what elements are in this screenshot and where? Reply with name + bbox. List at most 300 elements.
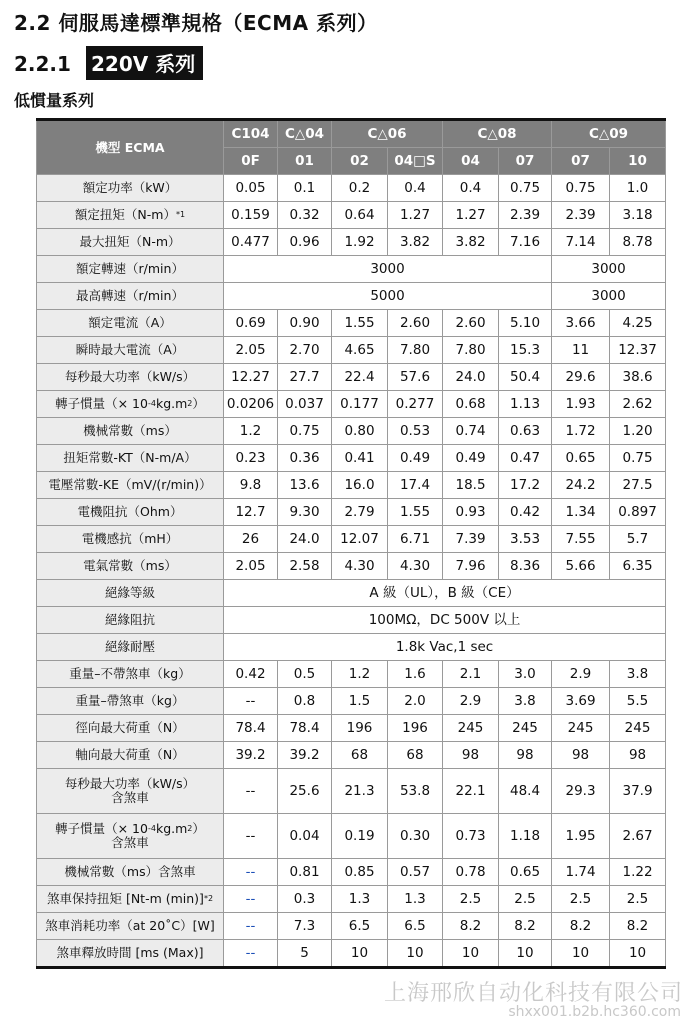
row-label-text: 電壓常數-KE（mV/(r/min)） bbox=[48, 477, 212, 492]
table-cell: 17.4 bbox=[388, 472, 443, 499]
table-cell: 10 bbox=[610, 940, 666, 968]
row-label-text: 電氣常數（ms） bbox=[83, 558, 177, 573]
row-label bbox=[37, 742, 224, 769]
table-cell: 13.6 bbox=[278, 472, 332, 499]
subsection-tag: 220V 系列 bbox=[86, 46, 203, 80]
table-cell: 39.2 bbox=[278, 742, 332, 769]
table-cell: 98 bbox=[499, 742, 552, 769]
table-cell: 0.49 bbox=[443, 445, 499, 472]
row-label bbox=[37, 814, 224, 859]
table-cell: 7.39 bbox=[443, 526, 499, 553]
code-header: 07 bbox=[552, 148, 610, 175]
table-cell: 196 bbox=[332, 715, 388, 742]
row-label bbox=[37, 769, 224, 814]
table-cell: 7.14 bbox=[552, 229, 610, 256]
table-cell: 0.0206 bbox=[224, 391, 278, 418]
table-cell: 24.0 bbox=[443, 364, 499, 391]
table-row bbox=[37, 472, 666, 499]
row-label-text: kg.m bbox=[155, 821, 188, 836]
table-cell: 98 bbox=[443, 742, 499, 769]
table-cell: 3000 bbox=[224, 256, 552, 283]
row-label bbox=[37, 310, 224, 337]
table-cell: 2.67 bbox=[610, 814, 666, 859]
code-header: 10 bbox=[610, 148, 666, 175]
table-cell: 4.25 bbox=[610, 310, 666, 337]
table-cell: 10 bbox=[552, 940, 610, 968]
table-cell: 0.36 bbox=[278, 445, 332, 472]
table-row bbox=[37, 814, 666, 859]
table-cell: 0.75 bbox=[499, 175, 552, 202]
table-row bbox=[37, 553, 666, 580]
table-cell: 57.6 bbox=[388, 364, 443, 391]
row-label-text: 煞車釋放時間 [ms (Max)] bbox=[56, 945, 204, 960]
table-cell: 0.49 bbox=[388, 445, 443, 472]
table-cell: 2.5 bbox=[610, 886, 666, 913]
table-row bbox=[37, 580, 666, 607]
code-header: 02 bbox=[332, 148, 388, 175]
table-cell: 7.16 bbox=[499, 229, 552, 256]
table-cell: 4.65 bbox=[332, 337, 388, 364]
table-cell: 10 bbox=[443, 940, 499, 968]
table-cell: 2.39 bbox=[499, 202, 552, 229]
row-label-subtext: 含煞車 bbox=[111, 835, 149, 850]
table-row bbox=[37, 445, 666, 472]
row-label-text: ） bbox=[192, 821, 205, 836]
table-cell: 3000 bbox=[552, 256, 666, 283]
row-label bbox=[37, 418, 224, 445]
row-label-text: 扭矩常數-KT（N-m/A） bbox=[63, 450, 197, 465]
table-cell: 0.73 bbox=[443, 814, 499, 859]
table-cell: 12.07 bbox=[332, 526, 388, 553]
table-cell: 4.30 bbox=[388, 553, 443, 580]
table-cell: 38.6 bbox=[610, 364, 666, 391]
group-header: C△09 bbox=[552, 120, 666, 148]
table-cell: 78.4 bbox=[224, 715, 278, 742]
table-cell: 11 bbox=[552, 337, 610, 364]
table-cell: 12.27 bbox=[224, 364, 278, 391]
table-row bbox=[37, 202, 666, 229]
table-cell: 0.4 bbox=[388, 175, 443, 202]
row-label bbox=[37, 499, 224, 526]
row-label-text: 每秒最大功率（kW/s） bbox=[64, 776, 196, 791]
table-cell: 245 bbox=[499, 715, 552, 742]
table-row bbox=[37, 418, 666, 445]
row-label-text: 絕緣耐壓 bbox=[104, 639, 155, 654]
table-cell: 0.177 bbox=[332, 391, 388, 418]
footnote-mark: *1 bbox=[175, 210, 186, 219]
table-cell: 0.93 bbox=[443, 499, 499, 526]
table-cell: 98 bbox=[552, 742, 610, 769]
subsection-number: 2.2.1 bbox=[14, 52, 71, 76]
row-label-text: 額定電流（A） bbox=[88, 315, 172, 330]
table-row bbox=[37, 859, 666, 886]
table-cell: 0.81 bbox=[278, 859, 332, 886]
table-cell: 10 bbox=[388, 940, 443, 968]
table-cell: 2.1 bbox=[443, 661, 499, 688]
row-label bbox=[37, 553, 224, 580]
table-cell: 5000 bbox=[224, 283, 552, 310]
row-label-text: 軸向最大荷重（N） bbox=[75, 747, 185, 762]
table-cell: 0.69 bbox=[224, 310, 278, 337]
row-label bbox=[37, 661, 224, 688]
table-cell: 0.80 bbox=[332, 418, 388, 445]
series-heading: 低慣量系列 bbox=[14, 91, 95, 110]
table-cell: 0.65 bbox=[552, 445, 610, 472]
table-cell: 245 bbox=[610, 715, 666, 742]
table-cell: 68 bbox=[332, 742, 388, 769]
table-cell: 0.63 bbox=[499, 418, 552, 445]
footnote-mark: *2 bbox=[203, 894, 214, 903]
table-cell: 1.0 bbox=[610, 175, 666, 202]
table-cell: 1.5 bbox=[332, 688, 388, 715]
table-cell: 2.5 bbox=[499, 886, 552, 913]
table-cell: 16.0 bbox=[332, 472, 388, 499]
table-cell: 1.92 bbox=[332, 229, 388, 256]
table-cell: 0.42 bbox=[499, 499, 552, 526]
row-label bbox=[37, 472, 224, 499]
table-row bbox=[37, 661, 666, 688]
table-cell: 10 bbox=[332, 940, 388, 968]
table-row bbox=[37, 256, 666, 283]
row-label-superscript: -4 bbox=[147, 824, 156, 833]
table-cell: 0.75 bbox=[278, 418, 332, 445]
table-cell: 2.70 bbox=[278, 337, 332, 364]
model-header: 機型 ECMA bbox=[37, 120, 224, 175]
table-cell: 1.2 bbox=[224, 418, 278, 445]
table-cell: 0.41 bbox=[332, 445, 388, 472]
row-label bbox=[37, 886, 224, 913]
table-cell: 1.27 bbox=[443, 202, 499, 229]
row-label-text: 每秒最大功率（kW/s） bbox=[64, 369, 196, 384]
watermark: 上海邢欣自动化科技有限公司 bbox=[383, 981, 683, 1006]
row-label bbox=[37, 283, 224, 310]
group-header: C104 bbox=[224, 120, 278, 148]
code-header: 04 bbox=[443, 148, 499, 175]
table-cell: 0.1 bbox=[278, 175, 332, 202]
table-cell: 8.2 bbox=[610, 913, 666, 940]
table-cell: -- bbox=[224, 769, 278, 814]
table-cell: 9.8 bbox=[224, 472, 278, 499]
table-cell: 1.74 bbox=[552, 859, 610, 886]
table-row bbox=[37, 769, 666, 814]
table-cell: 2.79 bbox=[332, 499, 388, 526]
row-label-subtext: 含煞車 bbox=[111, 790, 149, 805]
table-cell: 0.75 bbox=[610, 445, 666, 472]
row-label bbox=[37, 607, 224, 634]
table-cell: 8.2 bbox=[499, 913, 552, 940]
table-cell: 29.6 bbox=[552, 364, 610, 391]
row-label-text: 徑向最大荷重（N） bbox=[75, 720, 185, 735]
row-label bbox=[37, 337, 224, 364]
row-label bbox=[37, 526, 224, 553]
table-cell: 5.10 bbox=[499, 310, 552, 337]
subsection-heading bbox=[14, 46, 203, 80]
table-cell: 53.8 bbox=[388, 769, 443, 814]
spec-table bbox=[36, 118, 666, 969]
table-row bbox=[37, 688, 666, 715]
table-cell: 0.159 bbox=[224, 202, 278, 229]
row-label-text: 煞車保持扭矩 [Nt-m (min)] bbox=[46, 891, 204, 906]
row-label bbox=[37, 256, 224, 283]
table-cell: 3.18 bbox=[610, 202, 666, 229]
table-row bbox=[37, 337, 666, 364]
table-cell: 2.9 bbox=[443, 688, 499, 715]
table-cell: 7.96 bbox=[443, 553, 499, 580]
table-cell: 24.2 bbox=[552, 472, 610, 499]
row-label-text: 瞬時最大電流（A） bbox=[75, 342, 185, 357]
row-label-text: 機械常數（ms） bbox=[83, 423, 177, 438]
table-cell: 0.19 bbox=[332, 814, 388, 859]
row-label-text: 額定轉速（r/min） bbox=[76, 261, 184, 276]
group-header: C△08 bbox=[443, 120, 552, 148]
code-header: 01 bbox=[278, 148, 332, 175]
table-cell: 22.1 bbox=[443, 769, 499, 814]
table-row bbox=[37, 607, 666, 634]
table-cell: 2.0 bbox=[388, 688, 443, 715]
code-header: 0F bbox=[224, 148, 278, 175]
row-label-text: 電機阻抗（Ohm） bbox=[77, 504, 183, 519]
row-label-superscript: -4 bbox=[147, 399, 156, 408]
row-label-text: 絕緣阻抗 bbox=[104, 612, 155, 627]
table-cell: 3.82 bbox=[388, 229, 443, 256]
table-cell: 1.18 bbox=[499, 814, 552, 859]
table-cell: 7.80 bbox=[443, 337, 499, 364]
row-label bbox=[37, 913, 224, 940]
table-cell: 0.32 bbox=[278, 202, 332, 229]
table-cell: 3.0 bbox=[499, 661, 552, 688]
row-label bbox=[37, 634, 224, 661]
row-label-text: 最高轉速（r/min） bbox=[76, 288, 184, 303]
table-cell: 24.0 bbox=[278, 526, 332, 553]
row-label bbox=[37, 859, 224, 886]
table-cell: 50.4 bbox=[499, 364, 552, 391]
table-cell: 0.23 bbox=[224, 445, 278, 472]
table-cell: 0.42 bbox=[224, 661, 278, 688]
table-row bbox=[37, 940, 666, 968]
table-cell: 1.72 bbox=[552, 418, 610, 445]
row-label-text: 轉子慣量（× 10 bbox=[55, 821, 148, 836]
table-cell: 2.60 bbox=[443, 310, 499, 337]
table-cell: 0.05 bbox=[224, 175, 278, 202]
watermark-url: shxx001.b2b.hc360.com bbox=[508, 1004, 681, 1020]
table-cell: 2.05 bbox=[224, 337, 278, 364]
table-cell: 1.13 bbox=[499, 391, 552, 418]
table-cell: 21.3 bbox=[332, 769, 388, 814]
code-header: 04□S bbox=[388, 148, 443, 175]
table-cell: 0.4 bbox=[443, 175, 499, 202]
row-label-text: 煞車消耗功率（at 20˚C）[W] bbox=[45, 918, 215, 933]
table-cell: 0.75 bbox=[552, 175, 610, 202]
table-cell: 7.55 bbox=[552, 526, 610, 553]
table-row bbox=[37, 634, 666, 661]
table-cell: 1.95 bbox=[552, 814, 610, 859]
table-cell: 0.96 bbox=[278, 229, 332, 256]
table-cell: 1.3 bbox=[332, 886, 388, 913]
row-label bbox=[37, 688, 224, 715]
table-cell: 2.9 bbox=[552, 661, 610, 688]
table-cell: 2.05 bbox=[224, 553, 278, 580]
table-cell: -- bbox=[224, 940, 278, 968]
row-label bbox=[37, 940, 224, 968]
table-cell: 98 bbox=[610, 742, 666, 769]
table-cell: 1.3 bbox=[388, 886, 443, 913]
table-cell: 5 bbox=[278, 940, 332, 968]
table-cell: 68 bbox=[388, 742, 443, 769]
table-cell: 3000 bbox=[552, 283, 666, 310]
row-label bbox=[37, 580, 224, 607]
table-cell: 9.30 bbox=[278, 499, 332, 526]
table-cell: 17.2 bbox=[499, 472, 552, 499]
table-cell: 245 bbox=[552, 715, 610, 742]
row-label-text: 額定功率（kW） bbox=[82, 180, 178, 195]
table-cell: 0.90 bbox=[278, 310, 332, 337]
table-cell: 10 bbox=[499, 940, 552, 968]
table-cell: 1.27 bbox=[388, 202, 443, 229]
row-label-text: 最大扭矩（N-m） bbox=[79, 234, 181, 249]
table-cell: -- bbox=[224, 814, 278, 859]
table-cell: 1.34 bbox=[552, 499, 610, 526]
table-cell: 3.53 bbox=[499, 526, 552, 553]
page-heading: 2.2 伺服馬達標準規格（ECMA 系列） bbox=[14, 11, 378, 35]
table-row bbox=[37, 742, 666, 769]
table-cell: A 級（UL），B 級（CE） bbox=[224, 580, 666, 607]
table-cell: 0.04 bbox=[278, 814, 332, 859]
row-label-text: 機械常數（ms）含煞車 bbox=[64, 864, 196, 879]
table-cell: 1.2 bbox=[332, 661, 388, 688]
table-cell: 0.65 bbox=[499, 859, 552, 886]
table-cell: 0.47 bbox=[499, 445, 552, 472]
table-cell: 25.6 bbox=[278, 769, 332, 814]
table-cell: 8.2 bbox=[443, 913, 499, 940]
table-cell: 26 bbox=[224, 526, 278, 553]
table-cell: 0.85 bbox=[332, 859, 388, 886]
table-cell: 4.30 bbox=[332, 553, 388, 580]
table-row bbox=[37, 499, 666, 526]
table-cell: 0.57 bbox=[388, 859, 443, 886]
table-cell: 0.477 bbox=[224, 229, 278, 256]
table-cell: 0.74 bbox=[443, 418, 499, 445]
table-cell: 0.78 bbox=[443, 859, 499, 886]
table-cell: 2.60 bbox=[388, 310, 443, 337]
table-cell: 78.4 bbox=[278, 715, 332, 742]
table-cell: 6.5 bbox=[332, 913, 388, 940]
table-cell: 12.37 bbox=[610, 337, 666, 364]
table-row bbox=[37, 715, 666, 742]
table-cell: 5.5 bbox=[610, 688, 666, 715]
table-cell: -- bbox=[224, 913, 278, 940]
table-cell: 39.2 bbox=[224, 742, 278, 769]
table-cell: 3.69 bbox=[552, 688, 610, 715]
table-cell: 27.7 bbox=[278, 364, 332, 391]
table-cell: 48.4 bbox=[499, 769, 552, 814]
table-cell: 1.55 bbox=[332, 310, 388, 337]
row-label bbox=[37, 364, 224, 391]
table-cell: 0.2 bbox=[332, 175, 388, 202]
table-cell: 3.82 bbox=[443, 229, 499, 256]
row-label bbox=[37, 391, 224, 418]
table-cell: 1.55 bbox=[388, 499, 443, 526]
table-cell: 29.3 bbox=[552, 769, 610, 814]
row-label-text: 絕緣等級 bbox=[104, 585, 155, 600]
table-cell: 27.5 bbox=[610, 472, 666, 499]
row-label-text: kg.m bbox=[155, 396, 188, 411]
table-cell: 0.30 bbox=[388, 814, 443, 859]
row-label bbox=[37, 229, 224, 256]
row-label bbox=[37, 175, 224, 202]
table-row bbox=[37, 391, 666, 418]
table-cell: 15.3 bbox=[499, 337, 552, 364]
table-cell: 0.64 bbox=[332, 202, 388, 229]
table-cell: 7.3 bbox=[278, 913, 332, 940]
table-cell: 2.5 bbox=[552, 886, 610, 913]
table-cell: 7.80 bbox=[388, 337, 443, 364]
table-cell: 2.5 bbox=[443, 886, 499, 913]
table-cell: 8.2 bbox=[552, 913, 610, 940]
table-cell: 0.5 bbox=[278, 661, 332, 688]
table-cell: 2.39 bbox=[552, 202, 610, 229]
table-row bbox=[37, 229, 666, 256]
table-cell: 245 bbox=[443, 715, 499, 742]
table-cell: 8.78 bbox=[610, 229, 666, 256]
row-label bbox=[37, 202, 224, 229]
table-cell: 2.58 bbox=[278, 553, 332, 580]
table-cell: 6.71 bbox=[388, 526, 443, 553]
table-row bbox=[37, 310, 666, 337]
table-cell: 0.277 bbox=[388, 391, 443, 418]
table-cell: 1.6 bbox=[388, 661, 443, 688]
table-cell: 196 bbox=[388, 715, 443, 742]
table-cell: 3.8 bbox=[499, 688, 552, 715]
group-header: C△06 bbox=[332, 120, 443, 148]
table-cell: 1.8k Vac,1 sec bbox=[224, 634, 666, 661]
code-header: 07 bbox=[499, 148, 552, 175]
table-cell: 37.9 bbox=[610, 769, 666, 814]
row-label-text: 電機感抗（mH） bbox=[81, 531, 179, 546]
group-header: C△04 bbox=[278, 120, 332, 148]
row-label bbox=[37, 445, 224, 472]
table-cell: 0.68 bbox=[443, 391, 499, 418]
table-cell: 3.8 bbox=[610, 661, 666, 688]
table-cell: 1.20 bbox=[610, 418, 666, 445]
table-cell: -- bbox=[224, 886, 278, 913]
table-cell: 22.4 bbox=[332, 364, 388, 391]
row-label-text: 重量–不帶煞車（kg） bbox=[69, 666, 191, 681]
table-cell: 8.36 bbox=[499, 553, 552, 580]
row-label-text: 重量–帶煞車（kg） bbox=[75, 693, 185, 708]
row-label-text: 額定扭矩（N-m） bbox=[74, 207, 176, 222]
row-label-text: 轉子慣量（× 10 bbox=[55, 396, 148, 411]
row-label bbox=[37, 715, 224, 742]
table-cell: 0.53 bbox=[388, 418, 443, 445]
table-cell: 0.3 bbox=[278, 886, 332, 913]
table-row bbox=[37, 283, 666, 310]
table-cell: 3.66 bbox=[552, 310, 610, 337]
row-label-superscript: 2 bbox=[187, 824, 193, 833]
table-cell: 5.66 bbox=[552, 553, 610, 580]
row-label-text: ） bbox=[192, 396, 205, 411]
table-cell: -- bbox=[224, 688, 278, 715]
table-cell: 6.5 bbox=[388, 913, 443, 940]
table-row bbox=[37, 175, 666, 202]
table-row bbox=[37, 913, 666, 940]
table-cell: -- bbox=[224, 859, 278, 886]
table-cell: 1.22 bbox=[610, 859, 666, 886]
table-cell: 100MΩ，DC 500V 以上 bbox=[224, 607, 666, 634]
table-row bbox=[37, 886, 666, 913]
table-row bbox=[37, 526, 666, 553]
table-cell: 0.037 bbox=[278, 391, 332, 418]
table-cell: 5.7 bbox=[610, 526, 666, 553]
